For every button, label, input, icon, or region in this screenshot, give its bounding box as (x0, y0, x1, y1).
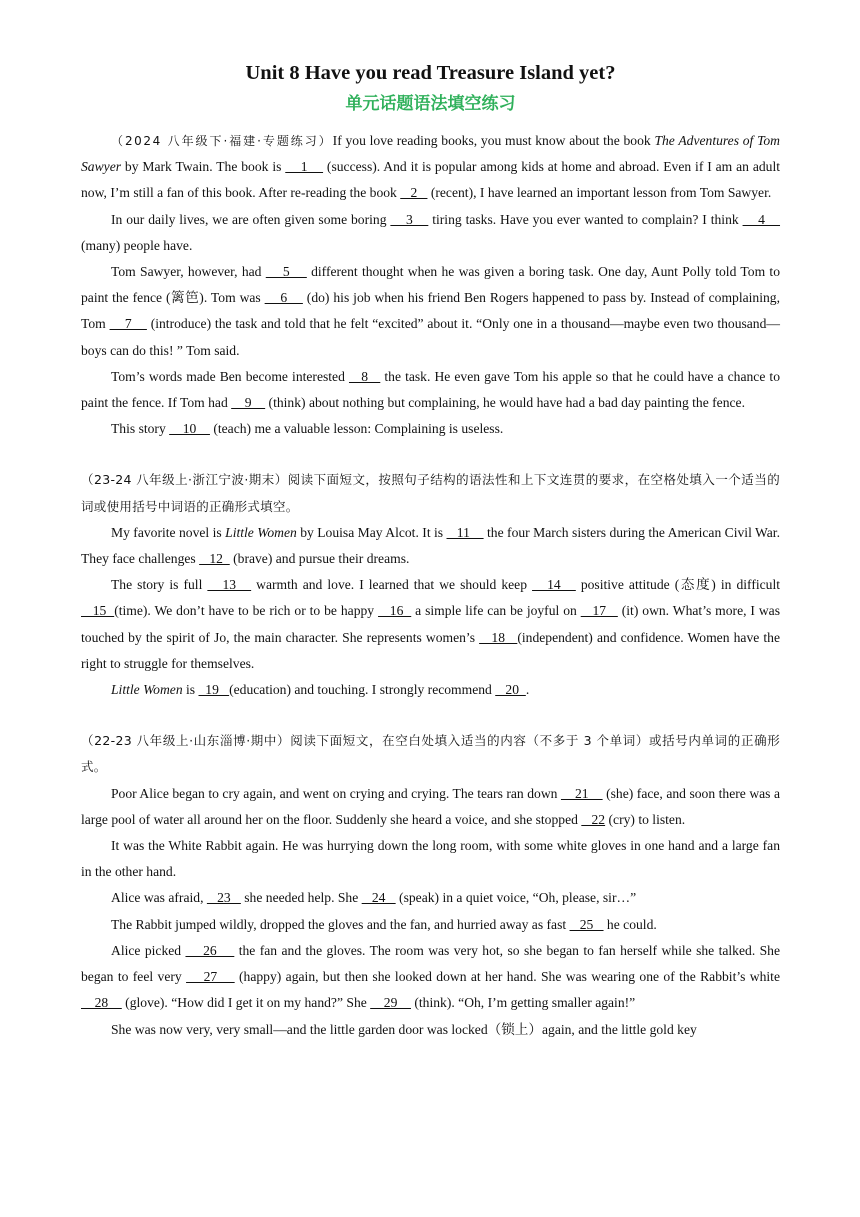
text: If you love reading books, you must know about the book (332, 133, 655, 148)
paragraph (81, 912, 780, 938)
paragraph (81, 128, 780, 207)
passage-1 (81, 128, 780, 442)
paragraph (81, 781, 780, 833)
section-gap (81, 703, 780, 728)
text: she needed help. She (240, 890, 362, 906)
text: (recent), I have learned an important lesson from Tom Sawyer. (427, 185, 772, 201)
paragraph (81, 938, 780, 1017)
book-title: Little Women (111, 682, 183, 698)
blank-15[interactable]: 15 (81, 603, 115, 619)
passage-3 (81, 728, 780, 1042)
text: (time). We don’t have to be rich or to be happy (114, 603, 379, 619)
text: the task. He even gave Tom his apple so that he could have a chance to paint the fence. If Tom had (81, 368, 781, 411)
text: Tom’s words made Ben become interested (111, 368, 349, 384)
source-note: （2024 八年级下·福建·专题练习） (111, 134, 333, 148)
text: (glove). “How did I get it on my hand?” She (121, 995, 371, 1011)
blank-19[interactable]: 19 (198, 682, 230, 698)
book-title: Little Women (225, 524, 297, 540)
text: This story (111, 421, 170, 437)
text: warmth and love. I learned that we should keep (251, 577, 533, 593)
text: (success). And it is popular among kids at home and abroad. Even if I am an adult now, I’m still a fan of this book. After re-reading the book (81, 159, 781, 201)
instructions: （22-23 八年级上·山东淄博·期中）阅读下面短文，在空白处填入适当的内容（不多于 3 个单词）或括号内单词的正确形式。 (81, 733, 780, 775)
paragraph (81, 207, 780, 259)
paragraph (81, 572, 780, 677)
text: (brave) and pursue their dreams. (229, 551, 410, 567)
blank-18[interactable]: 18 (479, 629, 518, 645)
text: (cry) to listen. (605, 811, 686, 827)
text: the four March sisters during the American Civil War. They face challenges (81, 524, 780, 567)
text: The story is full (111, 577, 208, 593)
text: (speak) in a quiet voice, “Oh, please, sir…” (395, 890, 637, 906)
passage-2 (81, 467, 780, 703)
blank-11[interactable]: 11 (446, 524, 484, 540)
text: (it) own. What’s more, I was touched by the spirit of Jo, the main character. She represents women’s (81, 603, 781, 645)
blank-16[interactable]: 16 (378, 603, 412, 619)
blank-21[interactable]: 21 (560, 785, 603, 801)
paragraph: She was now very, very small—and the little garden door was locked（锁上）again, and the little gold key (111, 1021, 697, 1037)
section-gap (81, 442, 780, 467)
blank-17[interactable]: 17 (580, 603, 618, 619)
page-subtitle: 单元话题语法填空练习 (345, 94, 516, 114)
page-title: Unit 8 Have you read Treasure Island yet? (245, 62, 616, 84)
blank-24[interactable]: 24 (361, 890, 396, 906)
text: Poor Alice began to cry again, and went on crying and crying. The tears ran down (111, 785, 561, 801)
blank-26[interactable]: 26 (185, 942, 235, 958)
text: a simple life can be joyful on (411, 603, 581, 619)
text: is (182, 682, 199, 698)
blank-6[interactable]: 6 (264, 290, 303, 306)
text: tiring tasks. Have you ever wanted to complain? I think (428, 211, 743, 227)
text: (independent) and confidence. Women have the right to struggle for themselves. (81, 629, 780, 671)
blank-5[interactable]: 5 (265, 264, 307, 280)
blank-13[interactable]: 13 (207, 577, 252, 593)
text: . (525, 682, 530, 698)
text: (happy) again, but then she looked down at her hand. She was wearing one of the Rabbit’s white (234, 969, 780, 985)
text: In our daily lives, we are often given some boring (111, 211, 391, 227)
worksheet-page (81, 58, 780, 1043)
paragraph (81, 677, 780, 703)
blank-28[interactable]: 28 (81, 995, 122, 1011)
text: by Louisa May Alcot. It is (296, 524, 447, 540)
blank-29[interactable]: 29 (370, 995, 411, 1011)
blank-8[interactable]: 8 (348, 368, 381, 384)
blank-12[interactable]: 12 (199, 551, 230, 567)
blank-9[interactable]: 9 (231, 395, 266, 411)
text: (think) about nothing but complaining, he would have had a bad day painting the fence. (265, 395, 745, 411)
text: (many) people have. (81, 237, 193, 253)
text: My favorite novel is (111, 524, 226, 540)
text: by Mark Twain. The book is (121, 159, 286, 175)
text: (do) his job when his friend Ben Rogers happened to pass by. Instead of complaining, Tom (81, 290, 780, 332)
text: (she) face, and soon there was a large pool of water all around her on the floor. Suddenly she heard a voice, and she stopped (81, 785, 781, 827)
blank-22[interactable]: 22 (581, 811, 606, 827)
text: positive attitude (态度) in difficult (575, 577, 781, 593)
text: The Rabbit jumped wildly, dropped the gloves and the fan, and hurried away as fast (111, 916, 570, 932)
paragraph: It was the White Rabbit again. He was hurrying down the long room, with some white gloves in one hand and a large fan in the other hand. (81, 838, 780, 880)
blank-23[interactable]: 23 (206, 890, 241, 906)
blank-27[interactable]: 27 (186, 969, 235, 985)
text: (education) and touching. I strongly recommend (229, 682, 496, 698)
text: (think). “Oh, I’m getting smaller again!” (410, 995, 636, 1011)
text: (teach) me a valuable lesson: Complaining is useless. (209, 421, 504, 437)
book-title: The Adventures of Tom Sawyer (81, 133, 780, 175)
text: Alice picked (111, 942, 186, 958)
blank-4[interactable]: 4 (742, 211, 781, 227)
paragraph (81, 885, 780, 911)
blank-10[interactable]: 10 (169, 421, 210, 437)
paragraph (81, 520, 780, 572)
paragraph (81, 259, 780, 364)
text: Tom Sawyer, however, had (111, 264, 266, 280)
text: Alice was afraid, (111, 890, 207, 906)
paragraph (81, 364, 780, 416)
blank-14[interactable]: 14 (532, 577, 576, 593)
blank-20[interactable]: 20 (495, 682, 526, 698)
blank-25[interactable]: 25 (569, 916, 604, 932)
blank-7[interactable]: 7 (109, 316, 147, 332)
text: different thought when he was given a boring task. One day, Aunt Polly told Tom to paint the fence (篱笆). Tom was (81, 264, 780, 306)
text: the fan and the gloves. The room was very hot, so she began to fan herself while she talked. She began to feel very (81, 942, 781, 985)
paragraph (81, 416, 780, 442)
blank-3[interactable]: 3 (390, 211, 429, 227)
text: he could. (603, 916, 657, 932)
text: (introduce) the task and told that he felt “excited” about it. “Only one in a thousand—maybe even two thousand—boys can do this! ” Tom said. (81, 316, 780, 358)
blank-2[interactable]: 2 (400, 185, 428, 201)
instructions: （23-24 八年级上·浙江宁波·期末）阅读下面短文，按照句子结构的语法性和上下文连贯的要求，在空格处填入一个适当的词或使用括号中词语的正确形式填空。 (81, 472, 780, 514)
blank-1[interactable]: 1 (285, 159, 324, 175)
